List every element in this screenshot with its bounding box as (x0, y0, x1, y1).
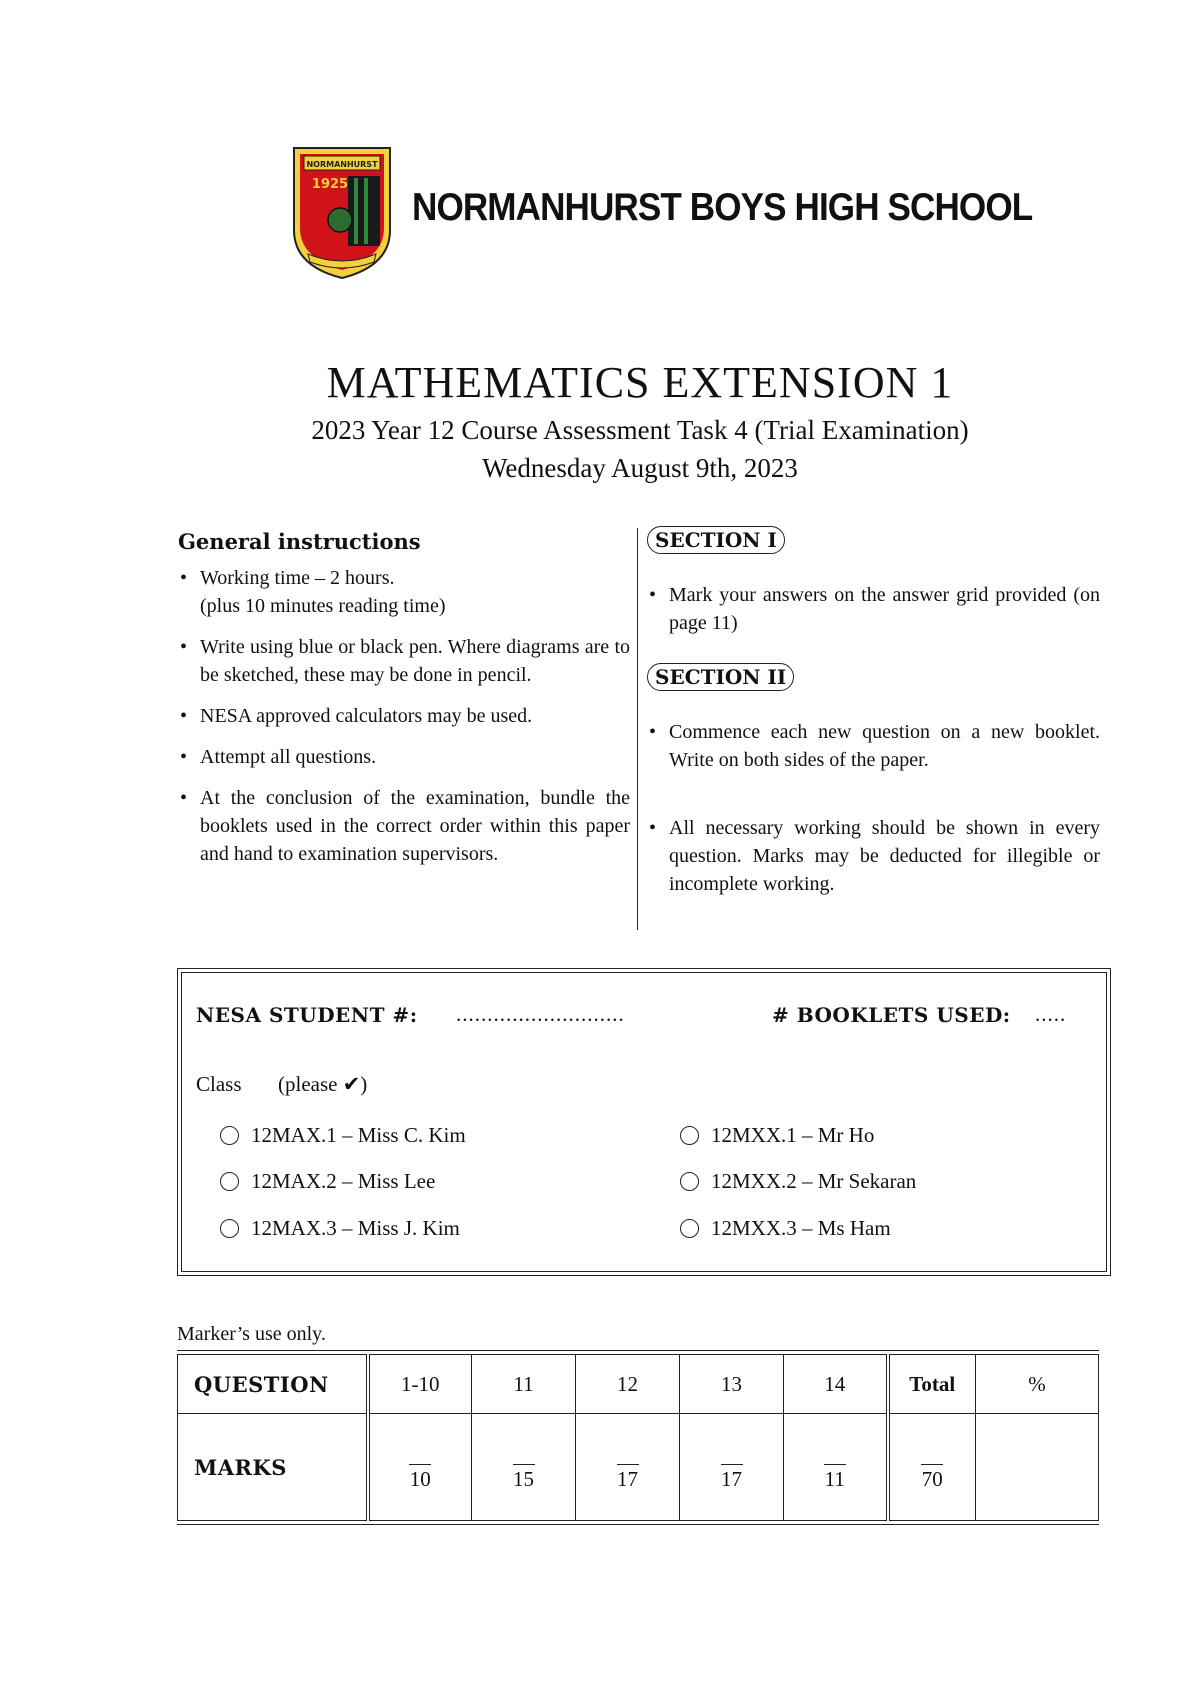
instruction-item: • Write using blue or black pen. Where diagrams are to be sketched, these may be done in pencil. (178, 633, 630, 689)
question-col: 11 (472, 1355, 576, 1414)
radio-circle-icon[interactable] (220, 1126, 239, 1145)
instructions-list (178, 564, 630, 868)
instruction-item: • Working time – 2 hours. (plus 10 minutes reading time) (178, 564, 630, 620)
question-row-label: QUESTION (178, 1355, 368, 1414)
class-label: Class (196, 1072, 242, 1096)
radio-circle-icon[interactable] (220, 1219, 239, 1238)
marks-out-of: 70 (921, 1464, 943, 1492)
instructions-heading: General instructions (178, 529, 421, 554)
exam-title: MATHEMATICS EXTENSION 1 (326, 358, 954, 407)
percent-col: % (976, 1355, 1099, 1414)
column-divider (637, 528, 638, 930)
student-details-box (177, 968, 1111, 1276)
question-col: 12 (576, 1355, 680, 1414)
class-option[interactable]: 12MXX.2 – Mr Sekaran (680, 1169, 916, 1194)
marks-row-label: MARKS (178, 1414, 368, 1521)
marks-total-cell[interactable] (888, 1414, 976, 1521)
marks-out-of: 10 (409, 1464, 431, 1492)
svg-text:NORMANHURST: NORMANHURST (306, 160, 378, 169)
marks-cell[interactable] (472, 1414, 576, 1521)
booklets-used-field[interactable]: ..... (1035, 1002, 1067, 1026)
nesa-student-label: NESA STUDENT #: (196, 1003, 418, 1027)
section-1-list (647, 581, 1100, 637)
marks-cell[interactable] (784, 1414, 888, 1521)
section-item: • All necessary working should be shown in every question. Marks may be deducted for illegible or incomplete working. (647, 814, 1100, 898)
exam-date: Wednesday August 9th, 2023 (482, 453, 798, 483)
radio-circle-icon[interactable] (680, 1219, 699, 1238)
marks-table-wrap (177, 1350, 1099, 1525)
marks-out-of: 17 (617, 1464, 639, 1492)
total-col: Total (888, 1355, 976, 1414)
student-details-inner (181, 972, 1107, 1272)
radio-circle-icon[interactable] (680, 1172, 699, 1191)
marks-cell[interactable] (368, 1414, 472, 1521)
class-option[interactable]: 12MXX.3 – Ms Ham (680, 1216, 891, 1241)
section-1-label: SECTION I (647, 526, 785, 554)
instruction-item: • NESA approved calculators may be used. (178, 702, 630, 730)
school-name: NORMANHURST BOYS HIGH SCHOOL (412, 186, 1033, 229)
table-row (178, 1355, 1099, 1414)
marks-out-of: 11 (824, 1464, 846, 1492)
section-item: • Commence each new question on a new booklet. Write on both sides of the paper. (647, 718, 1100, 774)
marks-percent-cell[interactable] (976, 1414, 1099, 1521)
exam-title-block (0, 355, 1200, 487)
section-instructions (647, 528, 1100, 911)
class-option[interactable]: 12MAX.1 – Miss C. Kim (220, 1123, 466, 1148)
booklets-used-label: # BOOKLETS USED: (772, 1003, 1011, 1027)
general-instructions (178, 528, 630, 881)
school-crest-logo (290, 142, 394, 280)
question-col: 13 (680, 1355, 784, 1414)
section-2-label: SECTION II (647, 663, 794, 691)
radio-circle-icon[interactable] (220, 1172, 239, 1191)
marks-cell[interactable] (680, 1414, 784, 1521)
svg-text:1925: 1925 (311, 177, 349, 192)
radio-circle-icon[interactable] (680, 1126, 699, 1145)
instruction-item: • Attempt all questions. (178, 743, 630, 771)
marks-out-of: 15 (513, 1464, 535, 1492)
class-hint: (please ✔) (278, 1072, 368, 1096)
class-option[interactable]: 12MXX.1 – Mr Ho (680, 1123, 874, 1148)
marks-cell[interactable] (576, 1414, 680, 1521)
section-2-list (647, 718, 1100, 898)
section-item: • Mark your answers on the answer grid provided (on page 11) (647, 581, 1100, 637)
marks-out-of: 17 (721, 1464, 743, 1492)
nesa-student-field[interactable]: ........................... (456, 1002, 625, 1026)
marker-use-note: Marker’s use only. (177, 1323, 326, 1345)
question-col: 14 (784, 1355, 888, 1414)
question-col: 1-10 (368, 1355, 472, 1414)
instruction-item: • At the conclusion of the examination, bundle the booklets used in the correct order within this paper and hand to examination supervisors. (178, 784, 630, 868)
table-row (178, 1414, 1099, 1521)
class-option[interactable]: 12MAX.2 – Miss Lee (220, 1169, 435, 1194)
class-option[interactable]: 12MAX.3 – Miss J. Kim (220, 1216, 460, 1241)
exam-subtitle: 2023 Year 12 Course Assessment Task 4 (Trial Examination) (311, 415, 969, 445)
marks-table (177, 1354, 1099, 1521)
